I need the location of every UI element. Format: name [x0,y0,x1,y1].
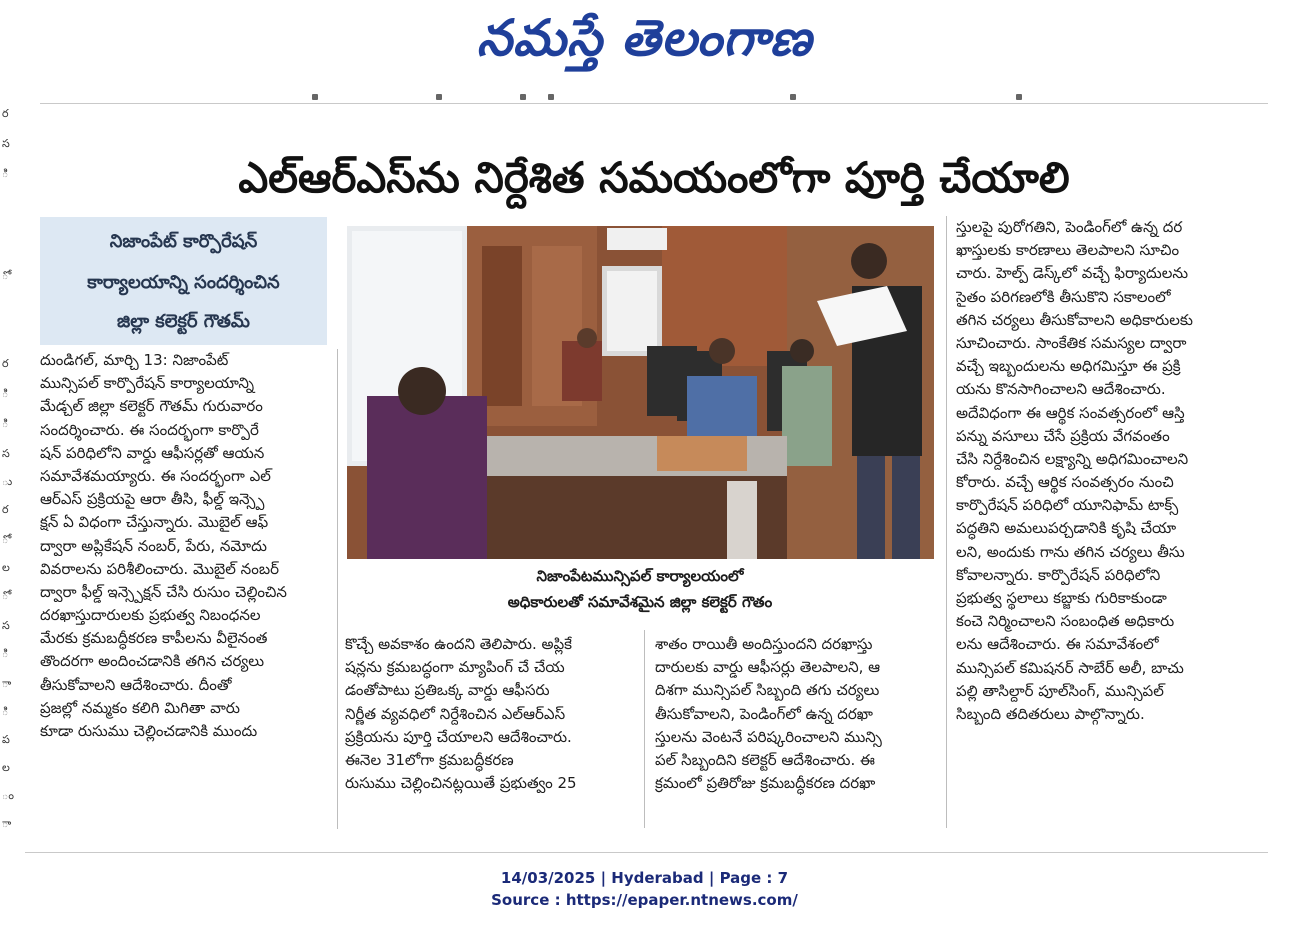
adjacent-article-glyph: ో [2,533,9,546]
photo-caption-line: అధికారులతో సమావేశమైన జిల్లా కలెక్టర్ గౌతం [507,593,773,611]
article-text-line: మేడ్చల్ జిల్లా కలెక్టర్ గౌతమ్ గురువారం [40,397,263,416]
article-text-line: కోవాలన్నారు. కార్పొరేషన్ పరిధిలోని [956,565,1161,584]
article-text-line: తొందరగా అందించడానికి తగిన చర్యలు [40,652,265,671]
article-text-line: షన్లను క్రమబద్ధంగా మ్యాపింగ్ చే చేయ [345,658,565,677]
article-text-line: అదేవిధంగా ఈ ఆర్థిక సంవత్సరంలో ఆస్తి [956,403,1185,422]
article-text-line: సైతం పరిగణలోకి తీసుకొని సకాలంలో [956,287,1171,306]
bottom-rule [25,852,1268,853]
article-column-3 [655,633,941,795]
article-text-line: దరఖాస్తుదారులకు ప్రభుత్వ నిబంధనల [40,606,261,625]
article-text-line: పల్ సిబ్బందిని కలెక్టర్ ఆదేశించారు. ఈ [655,750,875,769]
article-text-line: స్తులపై పురోగతిని, పెండింగ్‌లో ఉన్న దర [956,218,1183,236]
article-text-line: ఖాస్తులకు కారణాలు తెలపాలని సూచిం [956,241,1180,260]
adjacent-article-glyph: ర [2,503,9,516]
article-text-line: కోరారు. వచ్చే ఆర్థిక సంవత్సరం నుంచి [956,473,1174,492]
column-divider [946,216,947,828]
article-text-line: వివరాలను పరిశీలించారు. మొబైల్ నంబర్ [40,559,279,578]
adjacent-article-glyph: ల [2,561,10,574]
article-text-line: సిబ్బంది తదితరులు పాల్గొన్నారు. [956,704,1145,723]
adjacent-article-glyph: ి [2,417,9,430]
article-text-line: దారులకు వార్డు ఆఫీసర్లు తెలపాలని, ఆ [655,658,881,677]
dot-marker [790,94,796,100]
adjacent-article-glyph: ో [2,269,9,282]
article-text-line: తగిన చర్యలు తీసుకోవాలని అధికారులకు [956,310,1193,329]
article-column-4 [956,216,1256,726]
adjacent-article-glyph: ర [2,107,9,120]
adjacent-article-glyph: ా [2,677,12,690]
adjacent-article-glyph: ల [2,761,10,774]
dot-marker [548,94,554,100]
article-text-line: పల్లి తాసిల్దార్ పూల్‌సింగ్, మున్సిపల్ [956,681,1164,700]
article-text-line: యను కొనసాగించాలని ఆదేశించారు. [956,380,1166,399]
dot-marker [520,94,526,100]
adjacent-article-glyph: ర [2,357,9,370]
article-text-line: పద్ధతిని అమలుపర్చడానికి కృషి చేయా [956,519,1177,538]
adjacent-article-glyph: ం [2,789,14,802]
article-text-line: సందర్శించారు. ఈ సందర్భంగా కార్పొరే [40,420,259,439]
article-photo [347,226,934,559]
article-text-line: దుండిగల్, మార్చి 13: నిజాంపేట్ [40,351,229,369]
adjacent-article-glyph: ప [2,733,10,746]
article-text-line: శాతం రాయితీ అందిస్తుందని దరఖాస్తు [655,635,873,653]
adjacent-article-glyph: స [2,619,10,632]
subheadline-box [40,217,327,345]
adjacent-article-glyph: ు [2,475,13,488]
article-text-line: చేసి నిర్దేశించిన లక్ష్యాన్ని అధిగమించాలని [956,449,1189,468]
article-text-line: కార్పొరేషన్ పరిధిలో యూనిఫామ్ టాక్స్ [956,496,1179,515]
dot-marker [312,94,318,100]
article-text-line: క్షన్ ఏ విధంగా చేస్తున్నారు. మొబైల్ ఆఫ్ [40,513,269,532]
article-text-line: ద్వారా ఫీల్డ్ ఇన్స్పెక్షన్ చేసి రుసుం చెల్లించిన [40,582,287,601]
article-text-line: లని, అందుకు గాను తగిన చర్యలు తీసు [956,542,1185,561]
page-footer [0,867,1289,911]
adjacent-article-glyph: ా [2,817,12,830]
adjacent-article-glyph: స [2,137,10,150]
meeting-photo-illustration [347,226,934,559]
article-text-line: కూడా రుసుము చెల్లించడానికి ముందు [40,722,258,740]
adjacent-article-edge [0,100,14,830]
footer-source-link[interactable]: Source : https://epaper.ntnews.com/ [491,891,798,909]
article-text-line: ఈనెల 31లోగా క్రమబద్ధీకరణ [345,750,514,769]
headline: ఎల్‌ఆర్‌ఎస్‌ను నిర్దేశిత సమయంలోగా పూర్తి చేయాలి [238,153,1070,202]
subheadline-line: నిజాంపేట్ కార్పొరేషన్ [109,231,258,252]
adjacent-article-glyph: స [2,447,10,460]
article-text-line: సూచించారు. సాంకేతిక సమస్యల ద్వారా [956,333,1187,352]
subheadline-line: కార్యాలయాన్ని సందర్శించిన [87,272,280,293]
article-text-line: చారు. హెల్ప్ డెస్క్‌లో వచ్చే ఫిర్యాదులను [956,264,1189,283]
article-text-line: దిశగా మున్సిపల్ సిబ్బంది తగు చర్యలు [655,681,880,700]
article-text-line: తీసుకోవాలని ఆదేశించారు. దీంతో [40,675,232,694]
article-text-line: ప్రజల్లో నమ్మకం కలిగి మిగితా వారు [40,698,240,717]
article-text-line: కొచ్చే అవకాశం ఉందని తెలిపారు. అప్లికే [345,635,572,653]
article-text-line: ఆర్ఎస్ ప్రక్రియపై ఆరా తీసి, ఫీల్డ్ ఇన్స్పె [40,490,265,509]
column-divider [644,630,645,828]
article-text-line: వచ్చే ఇబ్బందులను అధిగమిస్తూ ఈ ప్రక్రి [956,357,1181,376]
article-text-line: ద్వారా అప్లికేషన్ నంబర్, పేరు, నమోదు [40,536,267,555]
article-text-line: పన్ను వసూలు చేసే ప్రక్రియ వేగవంతం [956,426,1170,445]
column-divider [337,349,338,829]
adjacent-article-glyph: ి [2,705,9,718]
article-column-1 [40,349,330,743]
article-text-line: నిర్ణీత వ్యవధిలో నిర్దేశించిన ఎల్ఆర్ఎస్ [345,704,566,723]
article-text-line: ప్రక్రియను పూర్తి చేయాలని ఆదేశించారు. [345,727,572,746]
article-text-line: షన్ పరిధిలోని వార్డు ఆఫీసర్లతో ఆయన [40,443,265,462]
article-text-line: సమావేశమయ్యారు. ఈ సందర్భంగా ఎల్ [40,466,271,485]
adjacent-article-glyph: ి [2,647,9,660]
article-text-line: తీసుకోవాలని, పెండింగ్‌లో ఉన్న దరఖా [655,704,873,723]
article-text-line: మేరకు క్రమబద్ధీకరణ కాపీలను వీలైనంత [40,629,268,648]
dot-marker [1016,94,1022,100]
article-text-line: మున్సిపల్ కార్పొరేషన్ కార్యాలయాన్ని [40,374,255,393]
article-text-line: ప్రభుత్వ స్థలాలు కబ్జాకు గురికాకుండా [956,589,1167,607]
dot-marker [436,94,442,100]
article-text-line: రుసుము చెల్లించినట్లయితే ప్రభుత్వం 25 [345,774,577,793]
article-text-line: స్తులను వెంటనే పరిష్కరించాలని మున్సి [655,727,882,746]
article-text-line: లను ఆదేశించారు. ఈ సమావేశంలో [956,635,1159,654]
article-text-line: క్రమంలో ప్రతిరోజు క్రమబద్ధీకరణ దరఖా [655,774,876,793]
article-text-line: డంతోపాటు ప్రతిఒక్క వార్డు ఆఫీసరు [345,681,550,700]
article-text-line: మున్సిపల్ కమిషనర్ సాబేర్ అలీ, బాచు [956,658,1184,677]
photo-caption [345,563,935,619]
adjacent-article-glyph: ో [2,589,9,602]
footer-edition-info: 14/03/2025 | Hyderabad | Page : 7 [500,869,789,887]
article-column-2 [345,633,633,795]
masthead [0,0,1289,80]
adjacent-article-glyph: ి [2,387,9,400]
adjacent-article-glyph: ి [2,167,9,180]
subheadline-line: జిల్లా కలెక్టర్ గౌతమ్ [117,311,250,332]
photo-caption-line: నిజాంపేటమున్సిపల్ కార్యాలయంలో [536,567,744,585]
article-text-line: కంచె నిర్మించాలని సంబంధిత అధికారు [956,612,1175,631]
top-rule [40,103,1268,104]
masthead-logo: నమస్తే తెలంగాణ [476,9,813,67]
